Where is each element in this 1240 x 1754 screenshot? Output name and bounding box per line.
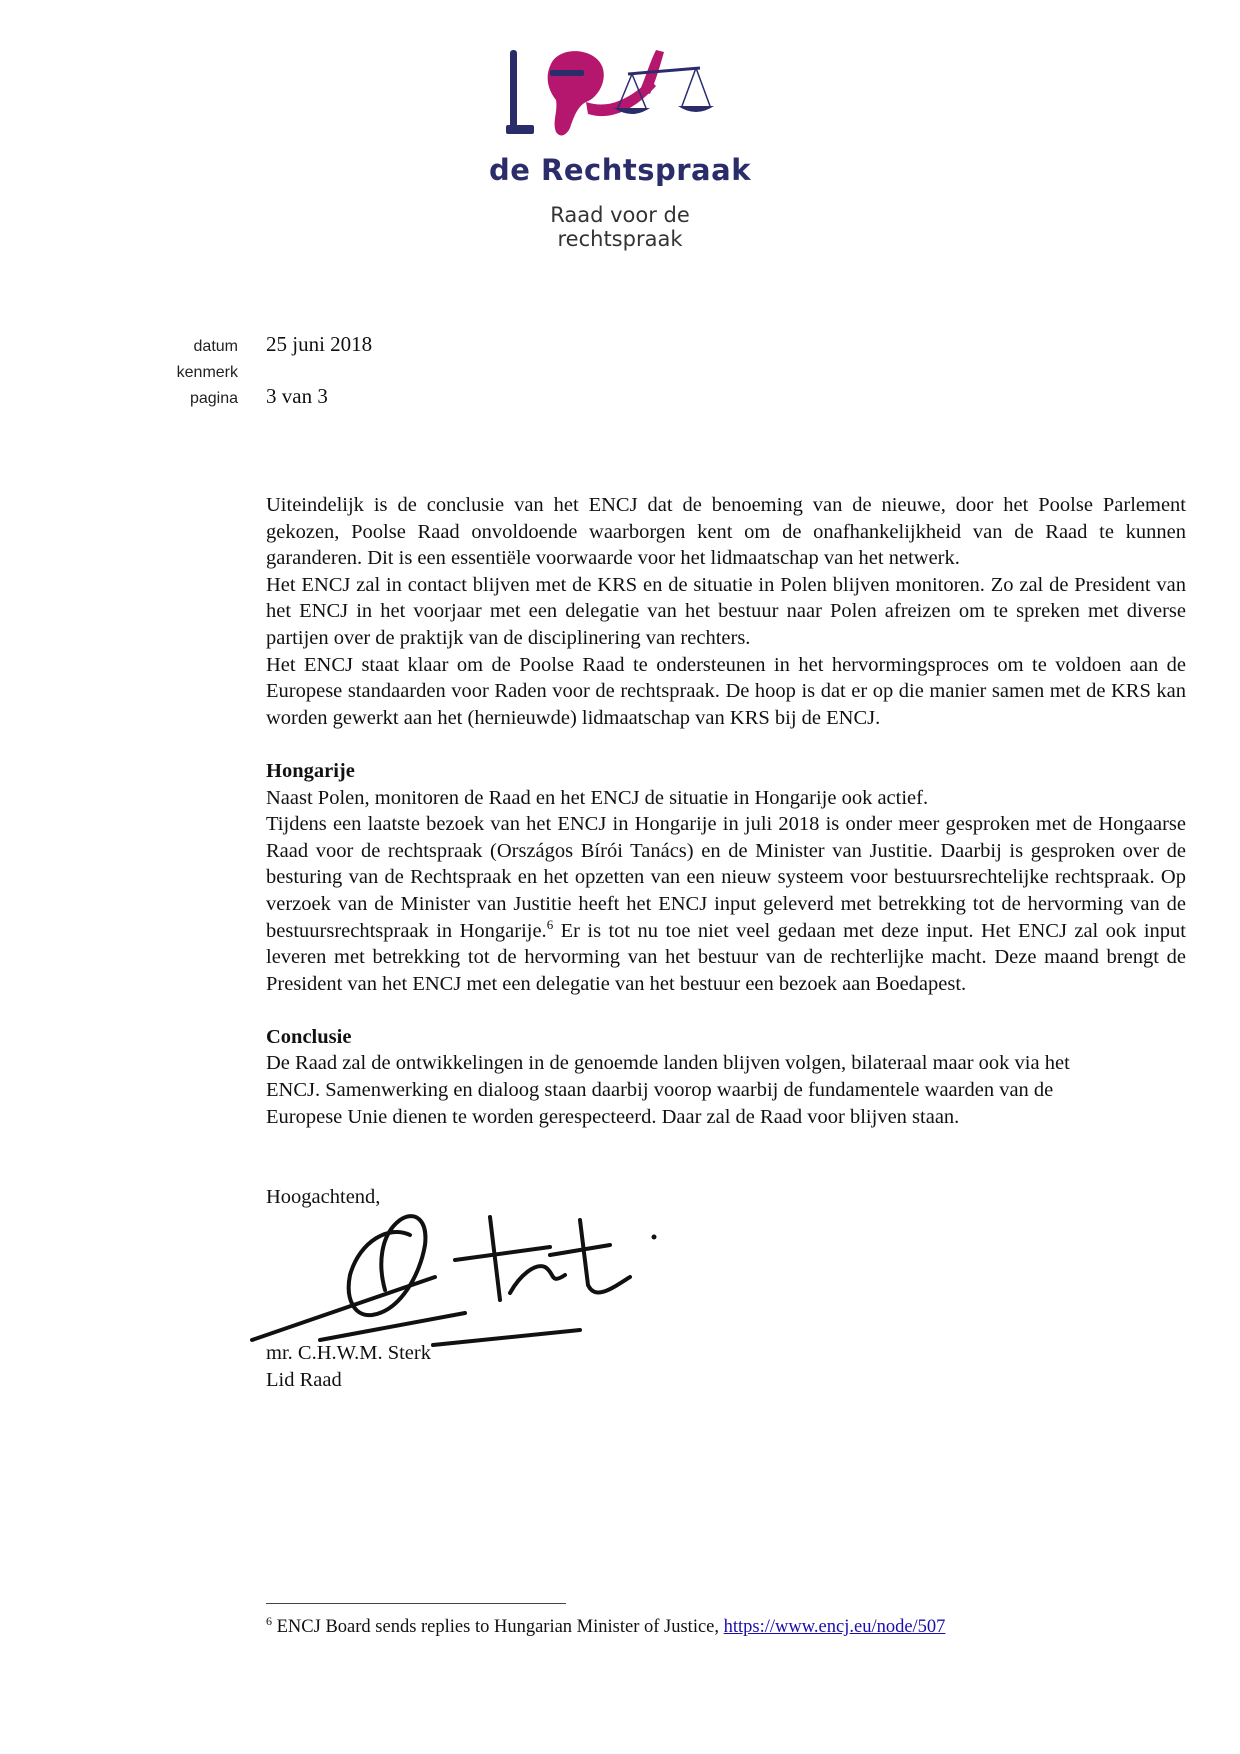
pagina-value: 3 van 3 [266, 384, 328, 408]
conclusie-line: ENCJ. Samenwerking en dialoog staan daarbij voorop waarbij de fundamentele waarden van de [266, 1079, 1054, 1102]
closing-greeting: Hoogachtend, [266, 1186, 381, 1208]
rechtspraak-logo [490, 40, 770, 160]
footnote [266, 1614, 945, 1638]
heading-hongarije: Hongarije [266, 759, 355, 782]
paragraph-bezoek-part2: Er is tot nu toe niet veel gedaan met deze input. Het ENCJ zal ook input leveren met betrekking tot de hervorming van het bestuur van de rechterlijke macht. Deze maand brengt de President van het ENCJ met een delegatie van het bestuur een bezoek aan Boedapest. [266, 919, 1186, 995]
footnote-link[interactable]: https://www.encj.eu/node/507 [723, 1617, 946, 1638]
paragraph-contact-krs: Het ENCJ zal in contact blijven met de KRS en de situatie in Polen blijven monitoren. Zo zal de President van het ENCJ in het voorjaar met een delegatie van het bestuur naar Polen afreizen om te spreken met diverse partijen over de praktijk van de disciplinering van rechters. [266, 573, 1186, 649]
handwritten-signature [250, 1205, 730, 1355]
paragraph-bezoek-hongarije [266, 811, 1186, 997]
paragraph-conclusie [266, 1050, 1186, 1130]
datum-label: datum [193, 338, 238, 355]
datum-value: 25 juni 2018 [266, 332, 373, 356]
paragraph-conclusie-encj: Uiteindelijk is de conclusie van het ENCJ dat de benoeming van de nieuwe, door het Poolse Parlement gekozen, Poolse Raad onvoldoende waarborgen kent om de onafhankelijkheid van de Raad te kunnen garanderen. Dit is een essentiële voorwaarde voor het lidmaatschap van het netwerk. [266, 494, 1186, 570]
paragraph-ondersteuning: Het ENCJ staat klaar om de Poolse Raad te ondersteunen in het hervormingsproces om te voldoen aan de Europese standaarden voor Raden voor de rechtspraak. De hoop is dat er op die manier samen met de KRS kan worden gewerkt aan het (hernieuwde) lidmaatschap van KRS bij de ENCJ. [266, 653, 1186, 729]
conclusie-line: De Raad zal de ontwikkelingen in de genoemde landen blijven volgen, bilateraal maar ook via het [266, 1052, 1070, 1075]
footnote-number: 6 [266, 1614, 272, 1628]
footnote-divider [266, 1603, 566, 1604]
letter-body [266, 492, 1186, 1130]
paragraph-gap [266, 731, 1186, 758]
paragraph-gap [266, 997, 1186, 1024]
footnote-reference[interactable]: 6 [546, 916, 554, 932]
pagina-label: pagina [189, 390, 238, 407]
kenmerk-label: kenmerk [176, 364, 238, 381]
brand-subtitle-line1: Raad voor de [550, 203, 690, 227]
brand-subtitle [0, 203, 1240, 251]
signer-block [266, 1340, 431, 1393]
signer-name: mr. C.H.W.M. Sterk [266, 1342, 431, 1364]
brand-name: de Rechtspraak [489, 153, 751, 187]
paragraph-naast-polen: Naast Polen, monitoren de Raad en het ENCJ de situatie in Hongarije ook actief. [266, 786, 929, 809]
conclusie-line: Europese Unie dienen te worden gerespecteerd. Daar zal de Raad voor blijven staan. [266, 1105, 960, 1128]
paragraph-bezoek-part1: Tijdens een laatste bezoek van het ENCJ in Hongarije in juli 2018 is onder meer gesproken met de Hongaarse Raad voor de rechtspraak (Országos Bírói Tanács) en de Minister van Justitie. Daarbij is gesproken over de besturing van de Rechtspraak en het opzetten van een nieuw systeem voor bestuursrechtelijke rechtspraak. Op verzoek van de Minister van Justitie heeft het ENCJ input geleverd met betrekking tot de hervorming van de bestuursrechtspraak in Hongarije. [266, 813, 1186, 942]
footnote-text: ENCJ Board sends replies to Hungarian Minister of Justice, [272, 1617, 724, 1638]
signer-role: Lid Raad [266, 1368, 342, 1391]
heading-conclusie: Conclusie [266, 1025, 352, 1048]
brand-subtitle-line2: rechtspraak [557, 227, 683, 251]
